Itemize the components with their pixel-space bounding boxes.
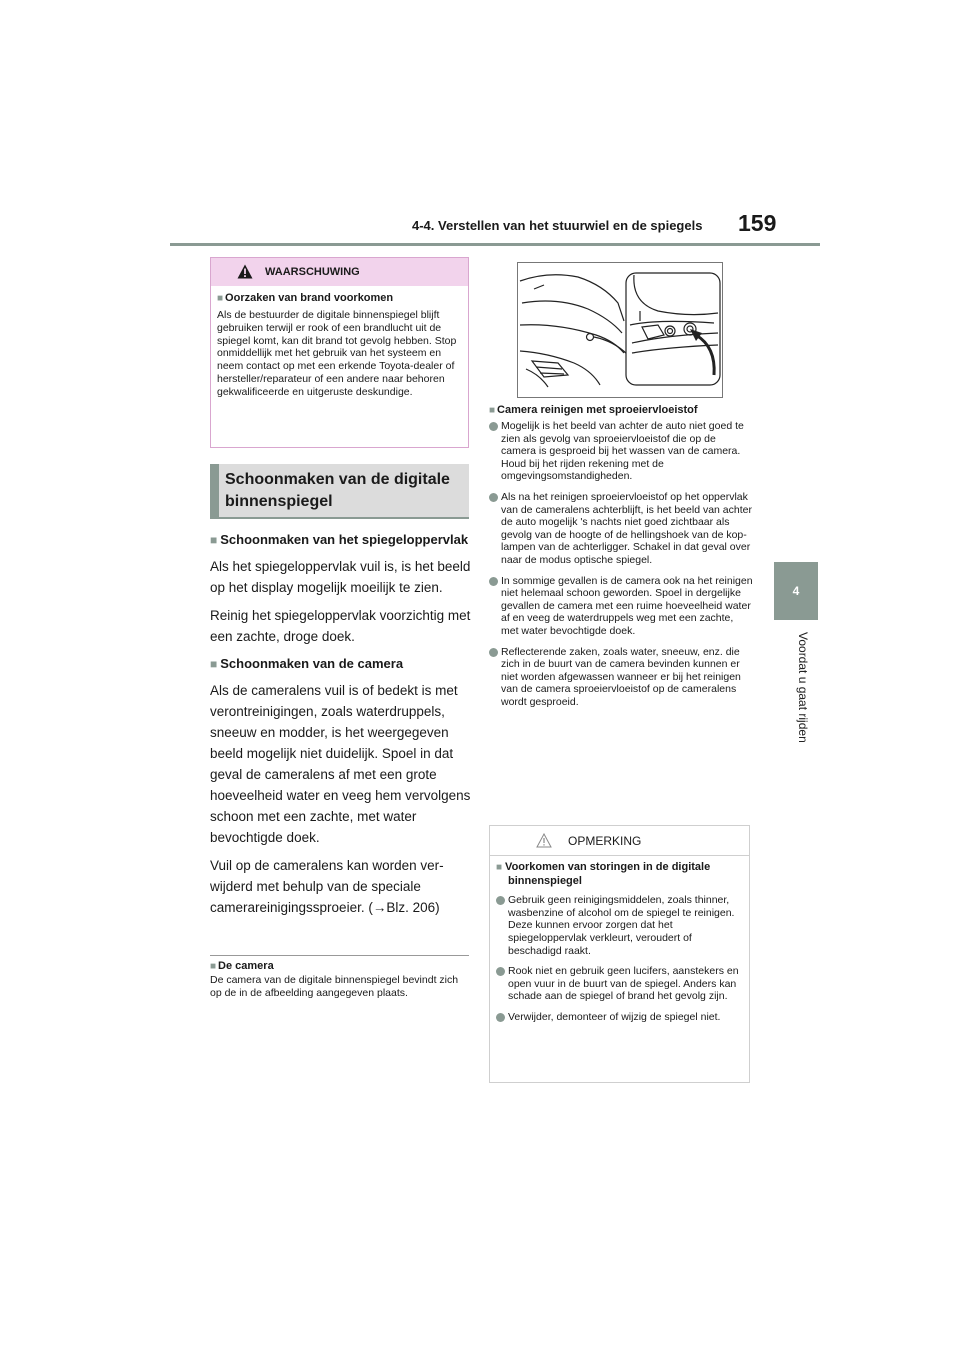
round-bullet-icon (489, 577, 498, 586)
page-number: 159 (738, 210, 777, 236)
list-item: Reflecterende zaken, zoals water, sneeuw, enz. die zich in de buurt van de camera bevinden kunnen er niet worden afgewassen wanneer er bij het reinigen van de camera sproeiervloeistof op de cameralens wordt gesproeid. (489, 646, 753, 709)
running-header: 4-4. Verstellen van het stuurwiel en de spiegels (412, 218, 703, 233)
square-bullet-icon: ■ (210, 961, 217, 972)
paragraph: Reinig het spiegeloppervlak voorzichtig met een zachte, droge doek. (210, 608, 471, 644)
round-bullet-icon (489, 422, 498, 431)
paragraph: Als de cameralens vuil is of bedekt is met verontreinigingen, zoals waterdruppels, sneeuw en modder, is het weergegeven beeld mogelijk niet duidelijk. Spoel in dat geval de cameralens af met een grote hoeveelheid water en veeg hem vervolgens schoon met een zachte, met water bevochtigde doek. (210, 683, 471, 845)
note-heading: ■ De camera (210, 960, 274, 972)
warning-text: Als de bestuurder de digitale binnenspiegel blijft gebruiken terwijl er rook of een brandlucht uit de spiegel komt, kan dit brand tot gevolg hebben. Stop onmiddellijk met het gebruik van het systeem en neem contact op met een erkende Toyota-dealer of hersteller/reparateur of een andere naar behoren gekwalificeerde en uitgeruste deskundige. (217, 309, 457, 398)
note-text: De camera van de digitale binnenspiegel bevindt zich op de in de afbeelding aangegeven plaats. (210, 974, 459, 999)
square-bullet-icon: ■ (210, 657, 218, 671)
camera-location-figure (517, 262, 723, 398)
square-bullet-icon: ■ (496, 862, 503, 873)
header-rule (170, 243, 820, 246)
round-bullet-icon (496, 896, 505, 905)
warning-triangle-icon (237, 264, 253, 279)
list-item: Rook niet en gebruik geen lucifers, aanstekers en open vuur in de buurt van de spiegel. Anders kan schade aan de spiegel of brand het gevolg zijn. (496, 965, 743, 1003)
list-item: In sommige gevallen is de camera ook na het reinigen niet helemaal schoon geworden. Spoel in dergelijke gevallen de camera met een ruime hoeveelheid water af en veeg de waterdruppels weg met een zachte, met water bevochtigde doek. (489, 575, 753, 638)
square-bullet-icon: ■ (210, 533, 218, 547)
subheading-washer-fluid: ■ Camera reinigen met sproeiervloeistof (489, 404, 698, 416)
round-bullet-icon (489, 493, 498, 502)
warning-title: WAARSCHUWING (265, 266, 360, 278)
warning-box (210, 257, 469, 448)
notice-title: OPMERKING (568, 834, 642, 848)
square-bullet-icon: ■ (217, 293, 224, 304)
right-column (489, 404, 753, 716)
note-divider (210, 955, 469, 956)
list-item: Gebruik geen reinigingsmiddelen, zoals thinner, wasbenzine of alcohol om de spiegel te reinigen. Deze kunnen ervoor zorgen dat het spiegeloppervlak verkleurt, veroudert of beschadigd raakt. (496, 894, 743, 957)
list-item: Als na het reinigen sproeiervloeistof op het oppervlak van de cameralens achterblijft, is het beeld van achter de auto mogelijk 's nachts niet goed zichtbaar als gevolg van de hoogte of de hellingshoek van de koplampen van de achterligger. Schakel in dat geval over naar de modus optische spiegel. (489, 491, 753, 567)
notice-box (489, 825, 750, 1083)
list-item: Verwijder, demonteer of wijzig de spiegel niet. (496, 1011, 743, 1024)
warning-subheading: ■ Oorzaken van brand voorkomen (217, 292, 394, 304)
notice-header (490, 826, 749, 856)
car-rear-illustration (518, 263, 722, 397)
chapter-label: Voordat u gaat rijden (796, 632, 810, 743)
round-bullet-icon (496, 967, 505, 976)
notice-subheading: ■ Voorkomen van storingen in de digitale binnenspiegel (496, 861, 711, 887)
round-bullet-icon (489, 648, 498, 657)
round-bullet-icon (496, 1013, 505, 1022)
section-heading: Schoonmaken van de digitale binnenspiegel (210, 464, 469, 519)
paragraph: Als het spiegeloppervlak vuil is, is het beeld op het display mogelijk moeilijk te zien. (210, 559, 471, 595)
caution-triangle-icon (536, 833, 552, 848)
paragraph-page-reference: Vuil op de cameralens kan worden verwijderd met behulp van de speciale camerareinigingssproeier. (→Blz. 206) (210, 858, 444, 915)
warning-header (211, 258, 468, 286)
subheading-mirror-surface: ■ Schoonmaken van het spiegeloppervlak (210, 532, 469, 547)
camera-note (210, 960, 472, 999)
left-column (210, 530, 472, 925)
square-bullet-icon: ■ (489, 405, 496, 416)
list-item: Mogelijk is het beeld van achter de auto niet goed te zien als gevolg van sproeiervloeistof die op de camera is gesproeid bij het wassen van de camera. Houd bij het rijden rekening met de omgevingsomstandigheden. (489, 420, 753, 483)
subheading-camera: ■ Schoonmaken van de camera (210, 656, 404, 671)
chapter-tab: 4 (774, 562, 818, 620)
